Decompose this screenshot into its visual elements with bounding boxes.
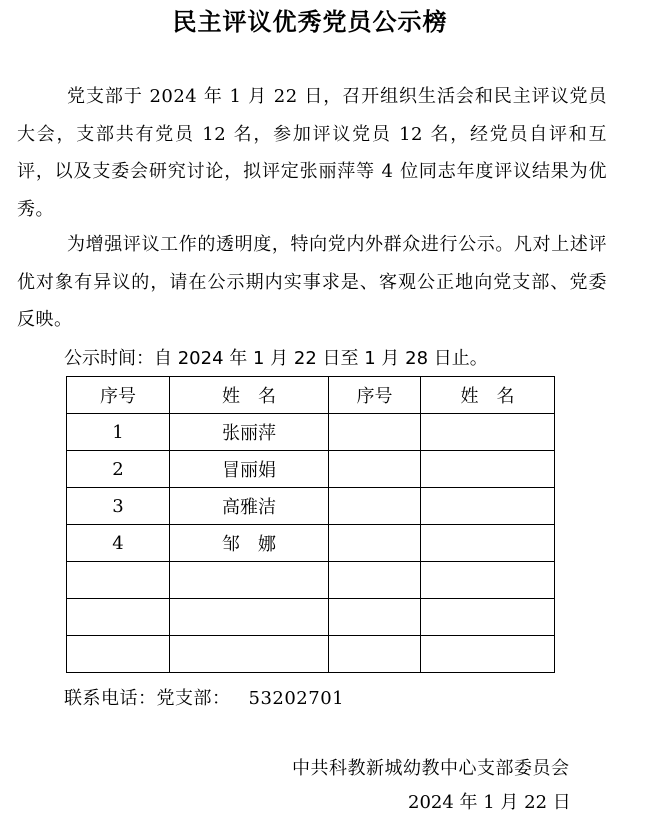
page-title: 民主评议优秀党员公示榜: [172, 8, 448, 36]
row-name: [170, 562, 329, 599]
row-name: [170, 599, 329, 636]
row-index-2: [329, 451, 421, 488]
table-row: [67, 451, 555, 488]
issue-date: 2024 年 1 月 22 日: [408, 792, 571, 813]
contact-label: 联系电话：党支部：: [64, 688, 231, 709]
header-name-2: 姓 名: [421, 377, 555, 414]
row-name-2: [421, 599, 555, 636]
row-index-2: [329, 599, 421, 636]
table-row: [67, 599, 555, 636]
issuing-organization: 中共科教新城幼教中心支部委员会: [292, 758, 570, 779]
header-index: 序号: [67, 377, 170, 414]
row-name-2: [421, 636, 555, 673]
row-name: 冒丽娟: [170, 451, 329, 488]
row-name: 高雅洁: [170, 488, 329, 525]
publicity-period: 公示时间：自 2024 年 1 月 22 日至 1 月 28 日止。: [64, 348, 488, 369]
row-index-2: [329, 488, 421, 525]
table-row: [67, 636, 555, 673]
row-index: 4: [67, 525, 170, 562]
table-header-row: [67, 377, 555, 414]
row-name-2: [421, 488, 555, 525]
table-row: [67, 525, 555, 562]
row-index: 1: [67, 414, 170, 451]
row-index: [67, 599, 170, 636]
row-index: [67, 636, 170, 673]
publicity-paragraph: 为增强评议工作的透明度，特向党内外群众进行公示。凡对上述评优对象有异议的，请在公示期内实事求是、客观公正地向党支部、党委反映。: [17, 234, 607, 330]
row-index-2: [329, 525, 421, 562]
row-index: 3: [67, 488, 170, 525]
row-name: [170, 636, 329, 673]
row-name-2: [421, 525, 555, 562]
roster-table: [66, 376, 555, 673]
row-index-2: [329, 562, 421, 599]
row-name-2: [421, 451, 555, 488]
row-name-2: [421, 562, 555, 599]
header-index-2: 序号: [329, 377, 421, 414]
row-index-2: [329, 414, 421, 451]
contact-phone: 53202701: [248, 688, 345, 709]
row-name-2: [421, 414, 555, 451]
row-name: 邹 娜: [170, 525, 329, 562]
row-index: 2: [67, 451, 170, 488]
meeting-paragraph: 党支部于 2024 年 1 月 22 日，召开组织生活会和民主评议党员大会，支部共有党员 12 名，参加评议党员 12 名，经党员自评和互评，以及支委会研究讨论，拟评定张丽萍等 4 位同志年度评议结果为优秀。: [17, 86, 607, 220]
header-name: 姓 名: [170, 377, 329, 414]
row-name: 张丽萍: [170, 414, 329, 451]
table-row: [67, 488, 555, 525]
row-index: [67, 562, 170, 599]
row-index-2: [329, 636, 421, 673]
table-row: [67, 562, 555, 599]
contact-line: [64, 684, 344, 714]
table-row: [67, 414, 555, 451]
